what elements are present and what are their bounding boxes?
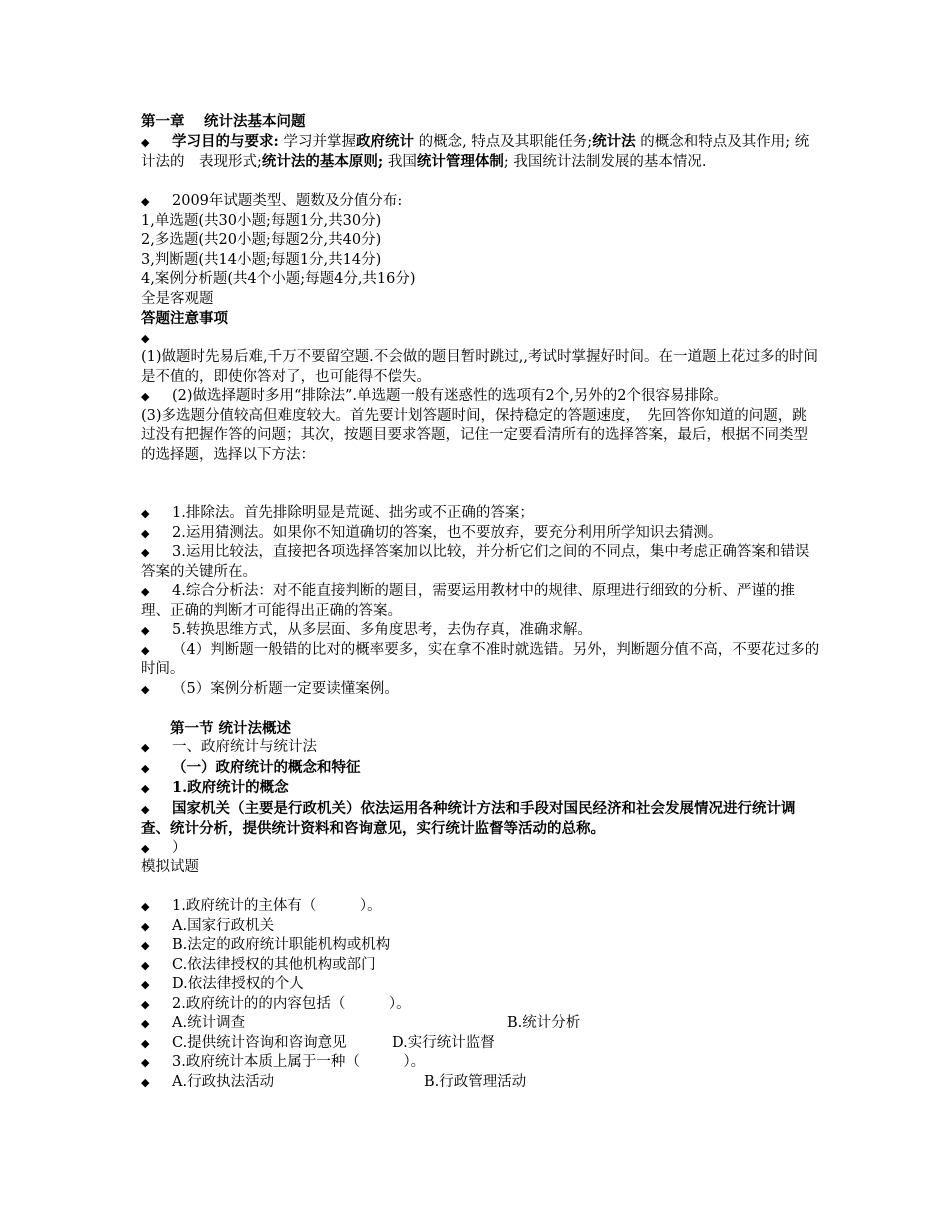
exam-item: 3,判断题(共14小题;每题1分,共14分) [141,251,382,268]
goal-keyword: 统计法 [592,132,636,150]
exam-heading: ◆ 2009年试题类型、题数及分值分布: [141,192,821,212]
diamond-bullet-icon: ◆ [141,585,150,598]
question-line: ◆ 1.政府统计的主体有（ ）。 [141,897,821,917]
diamond-bullet-icon: ◆ [141,978,150,991]
diamond-bullet-icon: ◆ [141,741,150,754]
diamond-bullet-icon: ◆ [141,997,150,1011]
option-line: ◆ D.依法律授权的个人 [141,975,821,995]
diamond-bullet-icon: ◆ [141,782,150,795]
diamond-bullet-icon: ◆ [141,939,150,952]
attention-p2: ◆ (2)做选择题时多用“排除法”.单选题一般有迷惑性的选项有2个,另外的2个很容易排除。 [141,387,821,407]
exam-item: 4,案例分析题(共4个小题;每题4分,共16分) [141,271,416,287]
section-line: ◆ 1.政府统计的概念 [141,778,821,799]
exam-item: 1,单选题(共30小题;每题1分,共30分) [141,212,382,229]
diamond-bullet-icon: ◆ [141,331,150,345]
goal-keyword: 政府统计 [355,132,414,150]
goal-label: 学习目的与要求: [172,132,279,150]
diamond-bullet-icon: ◆ [141,624,150,637]
method-item: ◆ 3.运用比较法，直接把各项选择答案加以比较，并分析它们之间的不同点，集中考虑正确答案和错误答案的关键所在。 [141,544,810,580]
diamond-bullet-icon: ◆ [141,390,150,403]
diamond-bullet-icon: ◆ [141,802,150,816]
goal-text: 的概念和特点及其作用; 统计法的 表现形式; [141,133,810,170]
question-line: ◆ 3.政府统计本质上属于一种（ ）。 [141,1053,821,1073]
diamond-bullet-icon: ◆ [141,1036,150,1050]
diamond-bullet-icon: ◆ [141,761,150,775]
diamond-bullet-icon: ◆ [141,1017,150,1030]
goal-text: 的概念, 特点及其职能任务; [413,133,593,150]
goal-keyword: 统计法的基本原则; [261,153,384,170]
attention-p1: (1)做题时先易后难,千万不要留空题.不会做的题目暂时跳过,,考试时掌握好时间。在一道题上花过多的时间是不值的，即使你答对了，也可能得不偿失。 [141,349,818,385]
diamond-bullet-icon: ◆ [141,958,150,972]
diamond-bullet-icon: ◆ [141,135,150,149]
option-line: ◆ C.提供统计咨询和咨询意见 D.实行统计监督 [141,1034,821,1054]
option-line: ◆ A.统计调查 B.统计分析 [141,1014,821,1034]
document-page [141,112,821,1092]
diamond-bullet-icon: ◆ [141,841,150,855]
option-line: ◆ B.法定的政府统计职能机构或机构 [141,936,821,956]
method-item: ◆ （5）案例分析题一定要读懂案例。 [141,680,821,700]
method-item: ◆ 4.综合分析法：对不能直接判断的题目，需要运用教材中的规律、原理进行细致的分析、严谨的推理、正确的判断才可能得出正确的答案。 [141,583,795,619]
diamond-bullet-icon: ◆ [141,195,150,208]
exam-item: 2,多选题(共20小题;每题2分,共40分) [141,232,382,248]
attention-p3: (3)多选题分值较高但难度较大。首先要计划答题时间，保持稳定的答题速度， 先回答你知道的问题，跳过没有把握作答的问题；其次，按题目要求答题，记住一定要看清所有的选择答案，最后，根据不同类型的选择题，选择以下方法： [141,407,808,463]
section-title: 第一节 统计法概述 [170,719,292,737]
section-line: ◆ （一）政府统计的概念和特征 [141,758,821,779]
option-line: ◆ C.依法律授权的其他机构或部门 [141,956,821,976]
method-item: ◆ 1.排除法。首先排除明显是荒诞、拙劣或不正确的答案； [141,504,821,524]
learning-goal [141,132,821,173]
diamond-bullet-icon: ◆ [141,526,150,540]
goal-text: 我国 [383,154,417,170]
diamond-bullet-icon: ◆ [141,643,150,657]
method-item: ◆ （4）判断题一般错的比对的概率要多，实在拿不准时就选错。另外，判断题分值不高，不要花过多的时间。 [141,641,820,677]
question-line: ◆ 2.政府统计的的内容包括（ ）。 [141,995,821,1015]
attention-title: 答题注意事项 [141,310,228,327]
diamond-bullet-icon: ◆ [141,546,150,559]
goal-text: 学习并掌握 [278,133,356,150]
section-line: ◆ 一、政府统计与统计法 [141,738,821,758]
chapter-title: 第一章 统计法基本问题 [141,113,306,130]
exam-note: 全是客观题 [141,290,214,307]
goal-keyword: 统计管理体制 [416,153,504,170]
section-definition: ◆ 国家机关（主要是行政机关）依法运用各种统计方法和手段对国民经济和社会发展情况进行统计调查、统计分析，提供统计资料和咨询意见，实行统计监督等活动的总称。 [141,799,796,837]
diamond-bullet-icon: ◆ [141,1075,150,1089]
method-item: ◆ 5.转换思维方式，从多层面、多角度思考，去伪存真，准确求解。 [141,621,821,641]
diamond-bullet-icon: ◆ [141,682,150,696]
option-line: ◆ A.国家行政机关 [141,917,821,937]
diamond-bullet-icon: ◆ [141,900,150,913]
goal-text: ; 我国统计法制发展的基本情况. [503,154,707,170]
diamond-bullet-icon: ◆ [141,507,150,520]
mock-title: 模拟试题 [141,859,199,875]
option-line: ◆ A.行政执法活动 B.行政管理活动 [141,1073,821,1093]
method-item: ◆ 2.运用猜测法。如果你不知道确切的答案，也不要放弃，要充分利用所学知识去猜测。 [141,524,821,544]
diamond-bullet-icon: ◆ [141,1056,150,1069]
diamond-bullet-icon: ◆ [141,919,150,933]
section-line: ◆ ） [141,839,821,859]
